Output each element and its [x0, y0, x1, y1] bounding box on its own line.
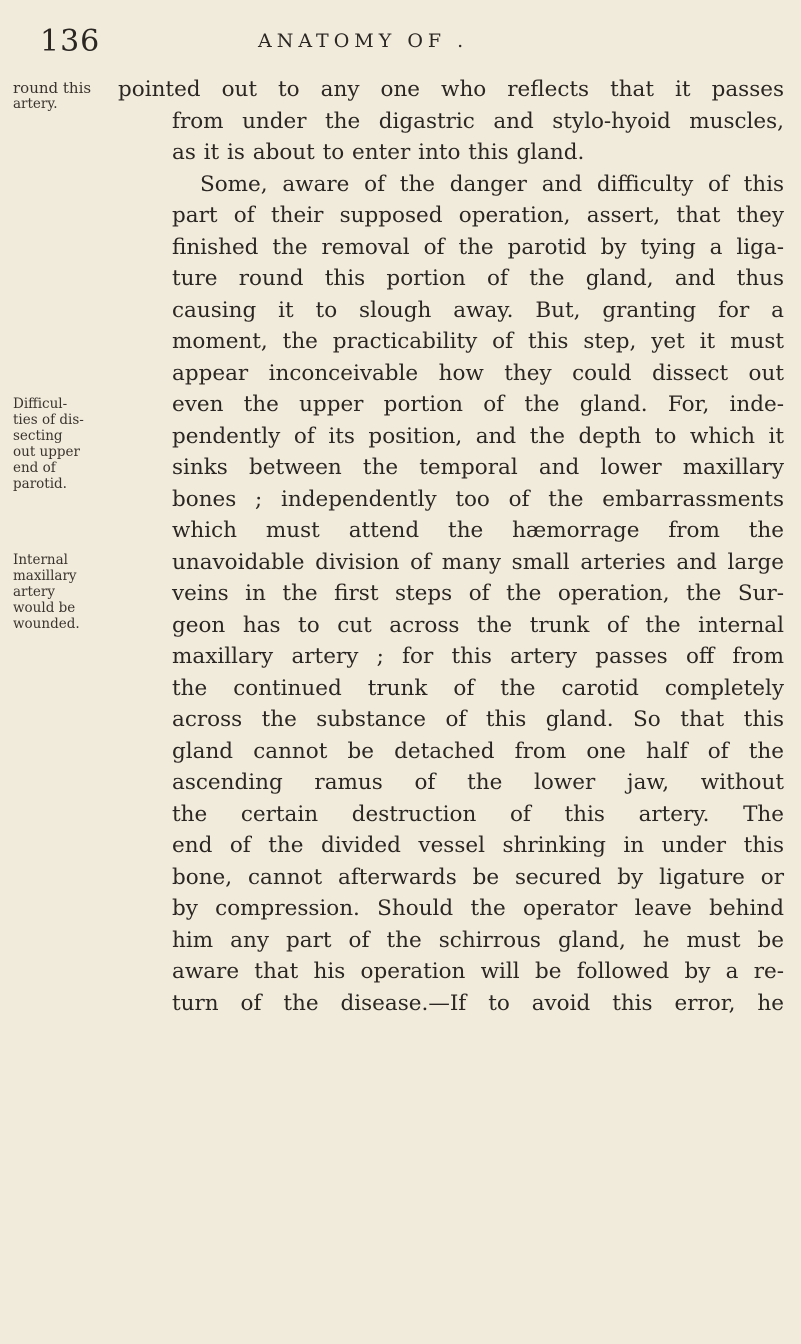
- margin-note-line: would be: [13, 600, 76, 616]
- page-number: 136: [40, 24, 101, 59]
- text-line: maxillary artery ; for this artery passes off from: [172, 644, 784, 669]
- margin-note-line: end of: [13, 460, 56, 476]
- margin-note-line: artery.: [13, 96, 58, 112]
- margin-note-line: Internal: [13, 552, 68, 568]
- text-line: unavoidable division of many small arteries and large: [172, 549, 784, 575]
- text-line: geon has to cut across the trunk of the internal: [172, 612, 784, 638]
- margin-note-line: parotid.: [13, 476, 67, 492]
- margin-note-line: maxillary: [13, 568, 77, 584]
- text-line: appear inconceivable how they could dissect out: [172, 360, 784, 386]
- margin-note-line: round this: [13, 79, 92, 97]
- text-line: as it is about to enter into this gland.: [172, 140, 585, 165]
- text-line: ture round this portion of the gland, and thus: [172, 266, 784, 291]
- running-title: ANATOMY OF .: [258, 30, 469, 52]
- text-line: bones ; independently too of the embarrassments: [172, 486, 784, 512]
- margin-note-line: wounded.: [13, 616, 80, 632]
- text-line: the continued trunk of the carotid completely: [172, 675, 784, 701]
- margin-note-line: artery: [13, 584, 55, 600]
- text-line: part of their supposed operation, assert, that they: [172, 203, 784, 228]
- text-line: even the upper portion of the gland. For, inde-: [172, 392, 784, 417]
- margin-note-round-artery: [13, 80, 113, 112]
- text-line: across the substance of this gland. So that this: [172, 707, 784, 732]
- text-line: the certain destruction of this artery. The: [172, 801, 784, 827]
- page-header: [0, 18, 801, 58]
- margin-note-line: secting: [13, 428, 63, 444]
- body-text: [118, 74, 784, 1019]
- text-line: by compression. Should the operator leave behind: [172, 896, 784, 921]
- margin-note-internal-maxillary: [13, 552, 113, 632]
- text-line: moment, the practicability of this step, yet it must: [172, 329, 784, 354]
- margin-note-difficulties: [13, 396, 113, 492]
- text-line: Some, aware of the danger and difficulty of this: [200, 171, 784, 197]
- text-line: which must attend the hæmorrage from the: [172, 518, 784, 543]
- text-line: finished the removal of the parotid by tying a liga-: [172, 234, 784, 260]
- text-line: sinks between the temporal and lower maxillary: [172, 455, 784, 480]
- text-line: aware that his operation will be followed by a re-: [172, 959, 784, 984]
- margin-note-line: Difficul-: [13, 396, 68, 412]
- text-line: causing it to slough away. But, granting for a: [172, 297, 784, 323]
- text-line: veins in the first steps of the operation, the Sur-: [172, 581, 784, 606]
- text-line: turn of the disease.—If to avoid this error, he: [172, 990, 784, 1016]
- text-line: ascending ramus of the lower jaw, without: [172, 770, 784, 795]
- text-line: him any part of the schirrous gland, he must be: [172, 927, 784, 953]
- text-line: pendently of its position, and the depth to which it: [172, 423, 784, 449]
- margin-note-line: ties of dis-: [13, 412, 84, 428]
- text-line: bone, cannot afterwards be secured by ligature or: [172, 864, 784, 890]
- text-line: gland cannot be detached from one half of the: [172, 738, 784, 764]
- margin-note-line: out upper: [13, 444, 80, 460]
- text-line: pointed out to any one who reflects that it passes: [118, 77, 784, 102]
- text-line: end of the divided vessel shrinking in under this: [172, 833, 784, 858]
- text-line: from under the digastric and stylo-hyoid muscles,: [172, 108, 784, 134]
